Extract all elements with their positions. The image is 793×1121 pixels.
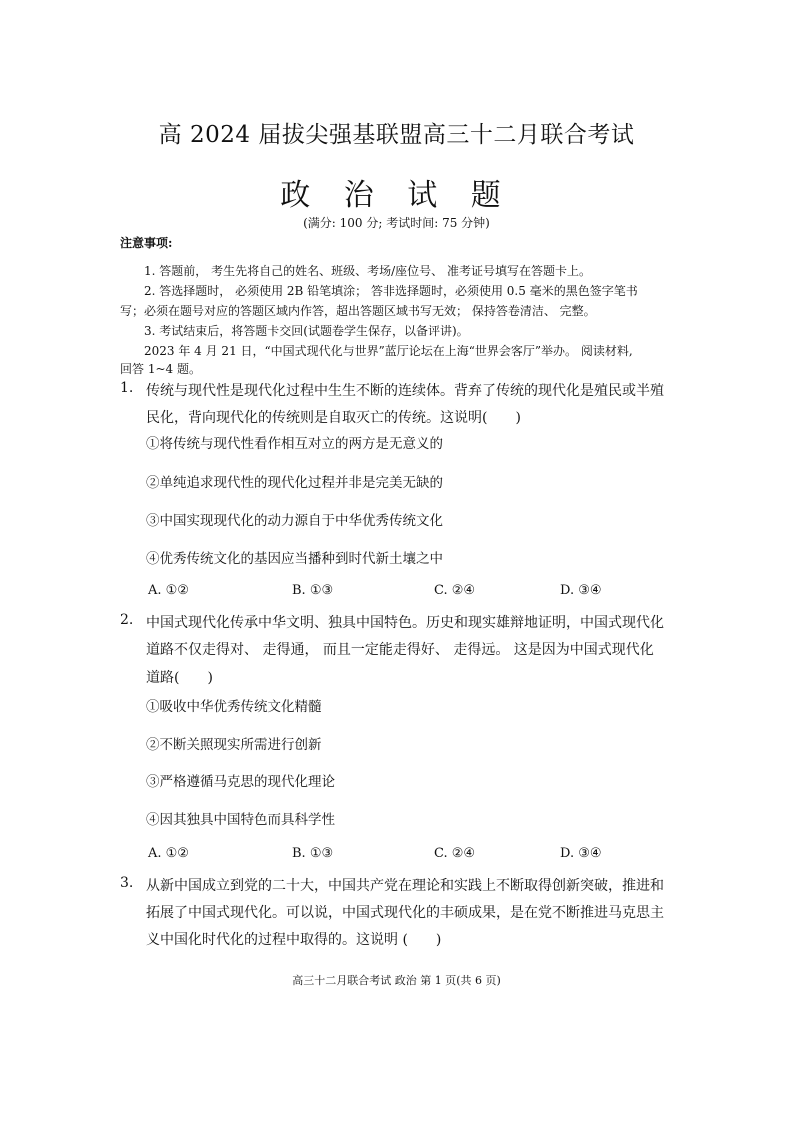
material-line-1: 2023 年 4 月 21 日，“中国式现代化与世界”蓝厅论坛在上海“世界会客厅”举办。 阅读材料, bbox=[144, 344, 633, 358]
notice-item-3: 3. 考试结束后，将答题卡交回(试题卷学生保存，以备评讲)。 bbox=[144, 324, 469, 338]
statement-option: ①吸收中华优秀传统文化精髓 bbox=[146, 699, 322, 715]
notice-item-1: 1. 答题前， 考生先将自己的姓名、班级、考场/座位号、 准考证号填写在答题卡上。 bbox=[144, 264, 591, 278]
question-stem-line-1: 传统与现代性是现代化过程中生生不断的连续体。背弃了传统的现代化是殖民或半殖 bbox=[146, 383, 664, 399]
material-line-2: 回答 1~4 题。 bbox=[120, 362, 201, 376]
statement-option: ④优秀传统文化的基因应当播种到时代新土壤之中 bbox=[146, 551, 443, 567]
question-stem-line-2: 拓展了中国式现代化。可以说，中国式现代化的丰硕成果，是在党不断推进马克思主 bbox=[146, 905, 664, 921]
answer-choice-c: C. ②④ bbox=[434, 846, 476, 861]
subject-title: 政 治 试 题 bbox=[280, 178, 513, 213]
answer-choice-b: B. ①③ bbox=[292, 846, 334, 861]
question-stem-line-3: 道路( ) bbox=[146, 670, 213, 686]
statement-option: ①将传统与现代性看作相互对立的两方是无意义的 bbox=[146, 436, 443, 452]
question-stem-line-1: 从新中国成立到党的二十大，中国共产党在理论和实践上不断取得创新突破，推进和 bbox=[146, 878, 664, 894]
answer-choice-a: A. ①② bbox=[148, 846, 189, 861]
exam-info: (满分: 100 分; 考试时间: 75 分钟) bbox=[303, 216, 490, 230]
notice-item-2-line-1: 2. 答选择题时， 必须使用 2B 铅笔填涂； 答非选择题时，必须使用 0.5 毫米的黑色签字笔书 bbox=[144, 284, 638, 298]
statement-option: ③中国实现现代化的动力源自于中华优秀传统文化 bbox=[146, 513, 443, 529]
statement-option: ②单纯追求现代性的现代化过程并非是完美无缺的 bbox=[146, 475, 443, 491]
question-stem-line-3: 义中国化时代化的过程中取得的。这说明 ( ) bbox=[146, 932, 442, 948]
statement-option: ③严格遵循马克思的现代化理论 bbox=[146, 774, 335, 790]
answer-choice-d: D. ③④ bbox=[560, 846, 602, 861]
answer-choice-b: B. ①③ bbox=[292, 583, 334, 598]
question-stem-line-1: 中国式现代化传承中华文明、独具中国特色。历史和现实雄辩地证明，中国式现代化 bbox=[146, 615, 664, 631]
answer-choice-c: C. ②④ bbox=[434, 583, 476, 598]
exam-title: 高 2024 届拔尖强基联盟高三十二月联合考试 bbox=[158, 122, 635, 148]
statement-option: ②不断关照现实所需进行创新 bbox=[146, 737, 322, 753]
answer-choice-d: D. ③④ bbox=[560, 583, 602, 598]
page-footer: 高三十二月联合考试 政治 第 1 页(共 6 页) bbox=[292, 974, 501, 987]
question-number: 2. bbox=[120, 612, 134, 628]
question-stem-line-2: 民化，背向现代化的传统则是自取灭亡的传统。这说明( ) bbox=[146, 410, 521, 426]
answer-choice-a: A. ①② bbox=[148, 583, 189, 598]
question-number: 3. bbox=[120, 875, 134, 891]
notice-item-2-line-2: 写；必须在题号对应的答题区域内作答，超出答题区域书写无效； 保持答卷清洁、 完整。 bbox=[120, 304, 596, 318]
question-stem-line-2: 道路不仅走得对、 走得通， 而且一定能走得好、 走得远。 这是因为中国式现代化 bbox=[146, 642, 654, 658]
notice-heading: 注意事项: bbox=[120, 236, 173, 250]
statement-option: ④因其独具中国特色而具科学性 bbox=[146, 812, 335, 828]
question-number: 1. bbox=[120, 380, 134, 396]
